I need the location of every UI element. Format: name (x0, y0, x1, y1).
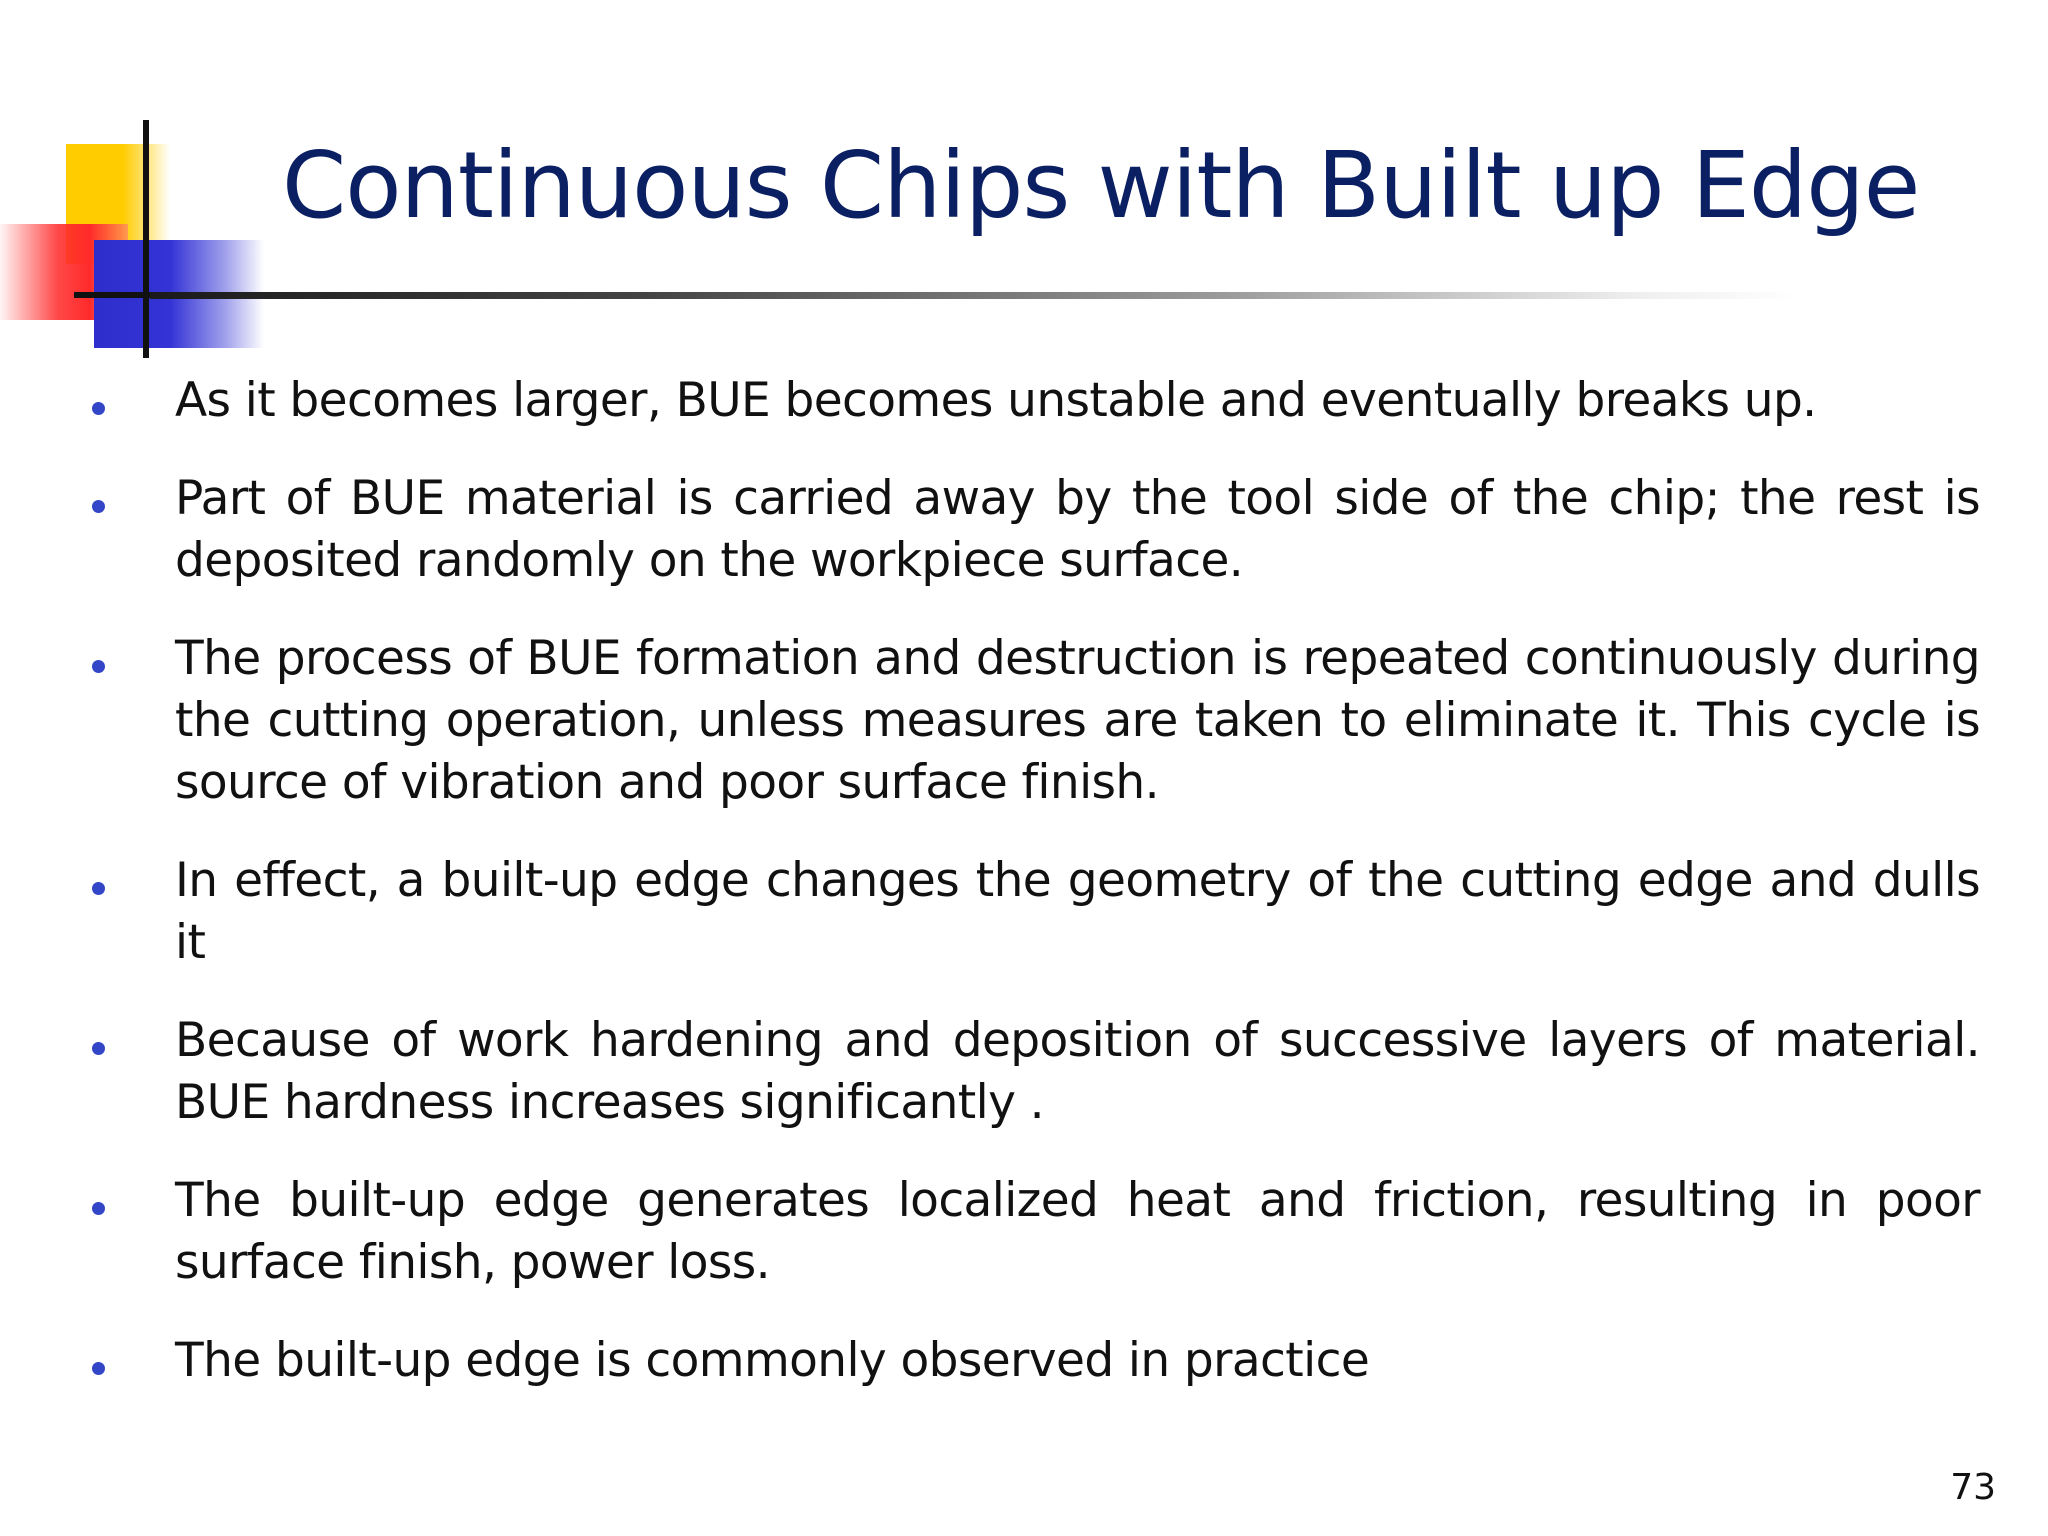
horizontal-line-decoration (74, 292, 154, 298)
bullet-text: The built-up edge generates localized heat and friction, resulting in poor surface finish, power loss. (175, 1173, 1980, 1290)
bullet-dot-icon (92, 1362, 105, 1375)
bullet-text: Because of work hardening and deposition of successive layers of material. BUE hardness increases significantly . (175, 1013, 1980, 1130)
bullet-item (90, 468, 1980, 592)
bullet-text: The built-up edge is commonly observed in practice (175, 1333, 1370, 1388)
bullet-item (90, 850, 1980, 974)
bullet-item (90, 1010, 1980, 1134)
bullet-dot-icon (92, 500, 105, 513)
bullet-item (90, 1330, 1980, 1392)
bullet-item (90, 1170, 1980, 1294)
bullet-item (90, 628, 1980, 814)
bullet-dot-icon (92, 402, 105, 415)
bullet-dot-icon (92, 1202, 105, 1215)
bullet-list (90, 370, 1980, 1428)
bullet-item (90, 370, 1980, 432)
vertical-line-decoration (143, 120, 149, 358)
bullet-text: As it becomes larger, BUE becomes unstable and eventually breaks up. (175, 373, 1817, 428)
page-number: 73 (1950, 1467, 1996, 1508)
bullet-dot-icon (92, 1042, 105, 1055)
bullet-dot-icon (92, 660, 105, 673)
bullet-text: In effect, a built-up edge changes the geometry of the cutting edge and dulls it (175, 853, 1980, 970)
bullet-dot-icon (92, 882, 105, 895)
bullet-text: The process of BUE formation and destruction is repeated continuously during the cutting operation, unless measures are taken to eliminate it. This cycle is source of vibration and poor surface finish. (175, 631, 1980, 810)
slide-title: Continuous Chips with Built up Edge (282, 132, 1920, 239)
decorative-logo (0, 0, 270, 370)
bullet-text: Part of BUE material is carried away by the tool side of the chip; the rest is deposited randomly on the workpiece surface. (175, 471, 1980, 588)
title-underline (150, 292, 1800, 299)
